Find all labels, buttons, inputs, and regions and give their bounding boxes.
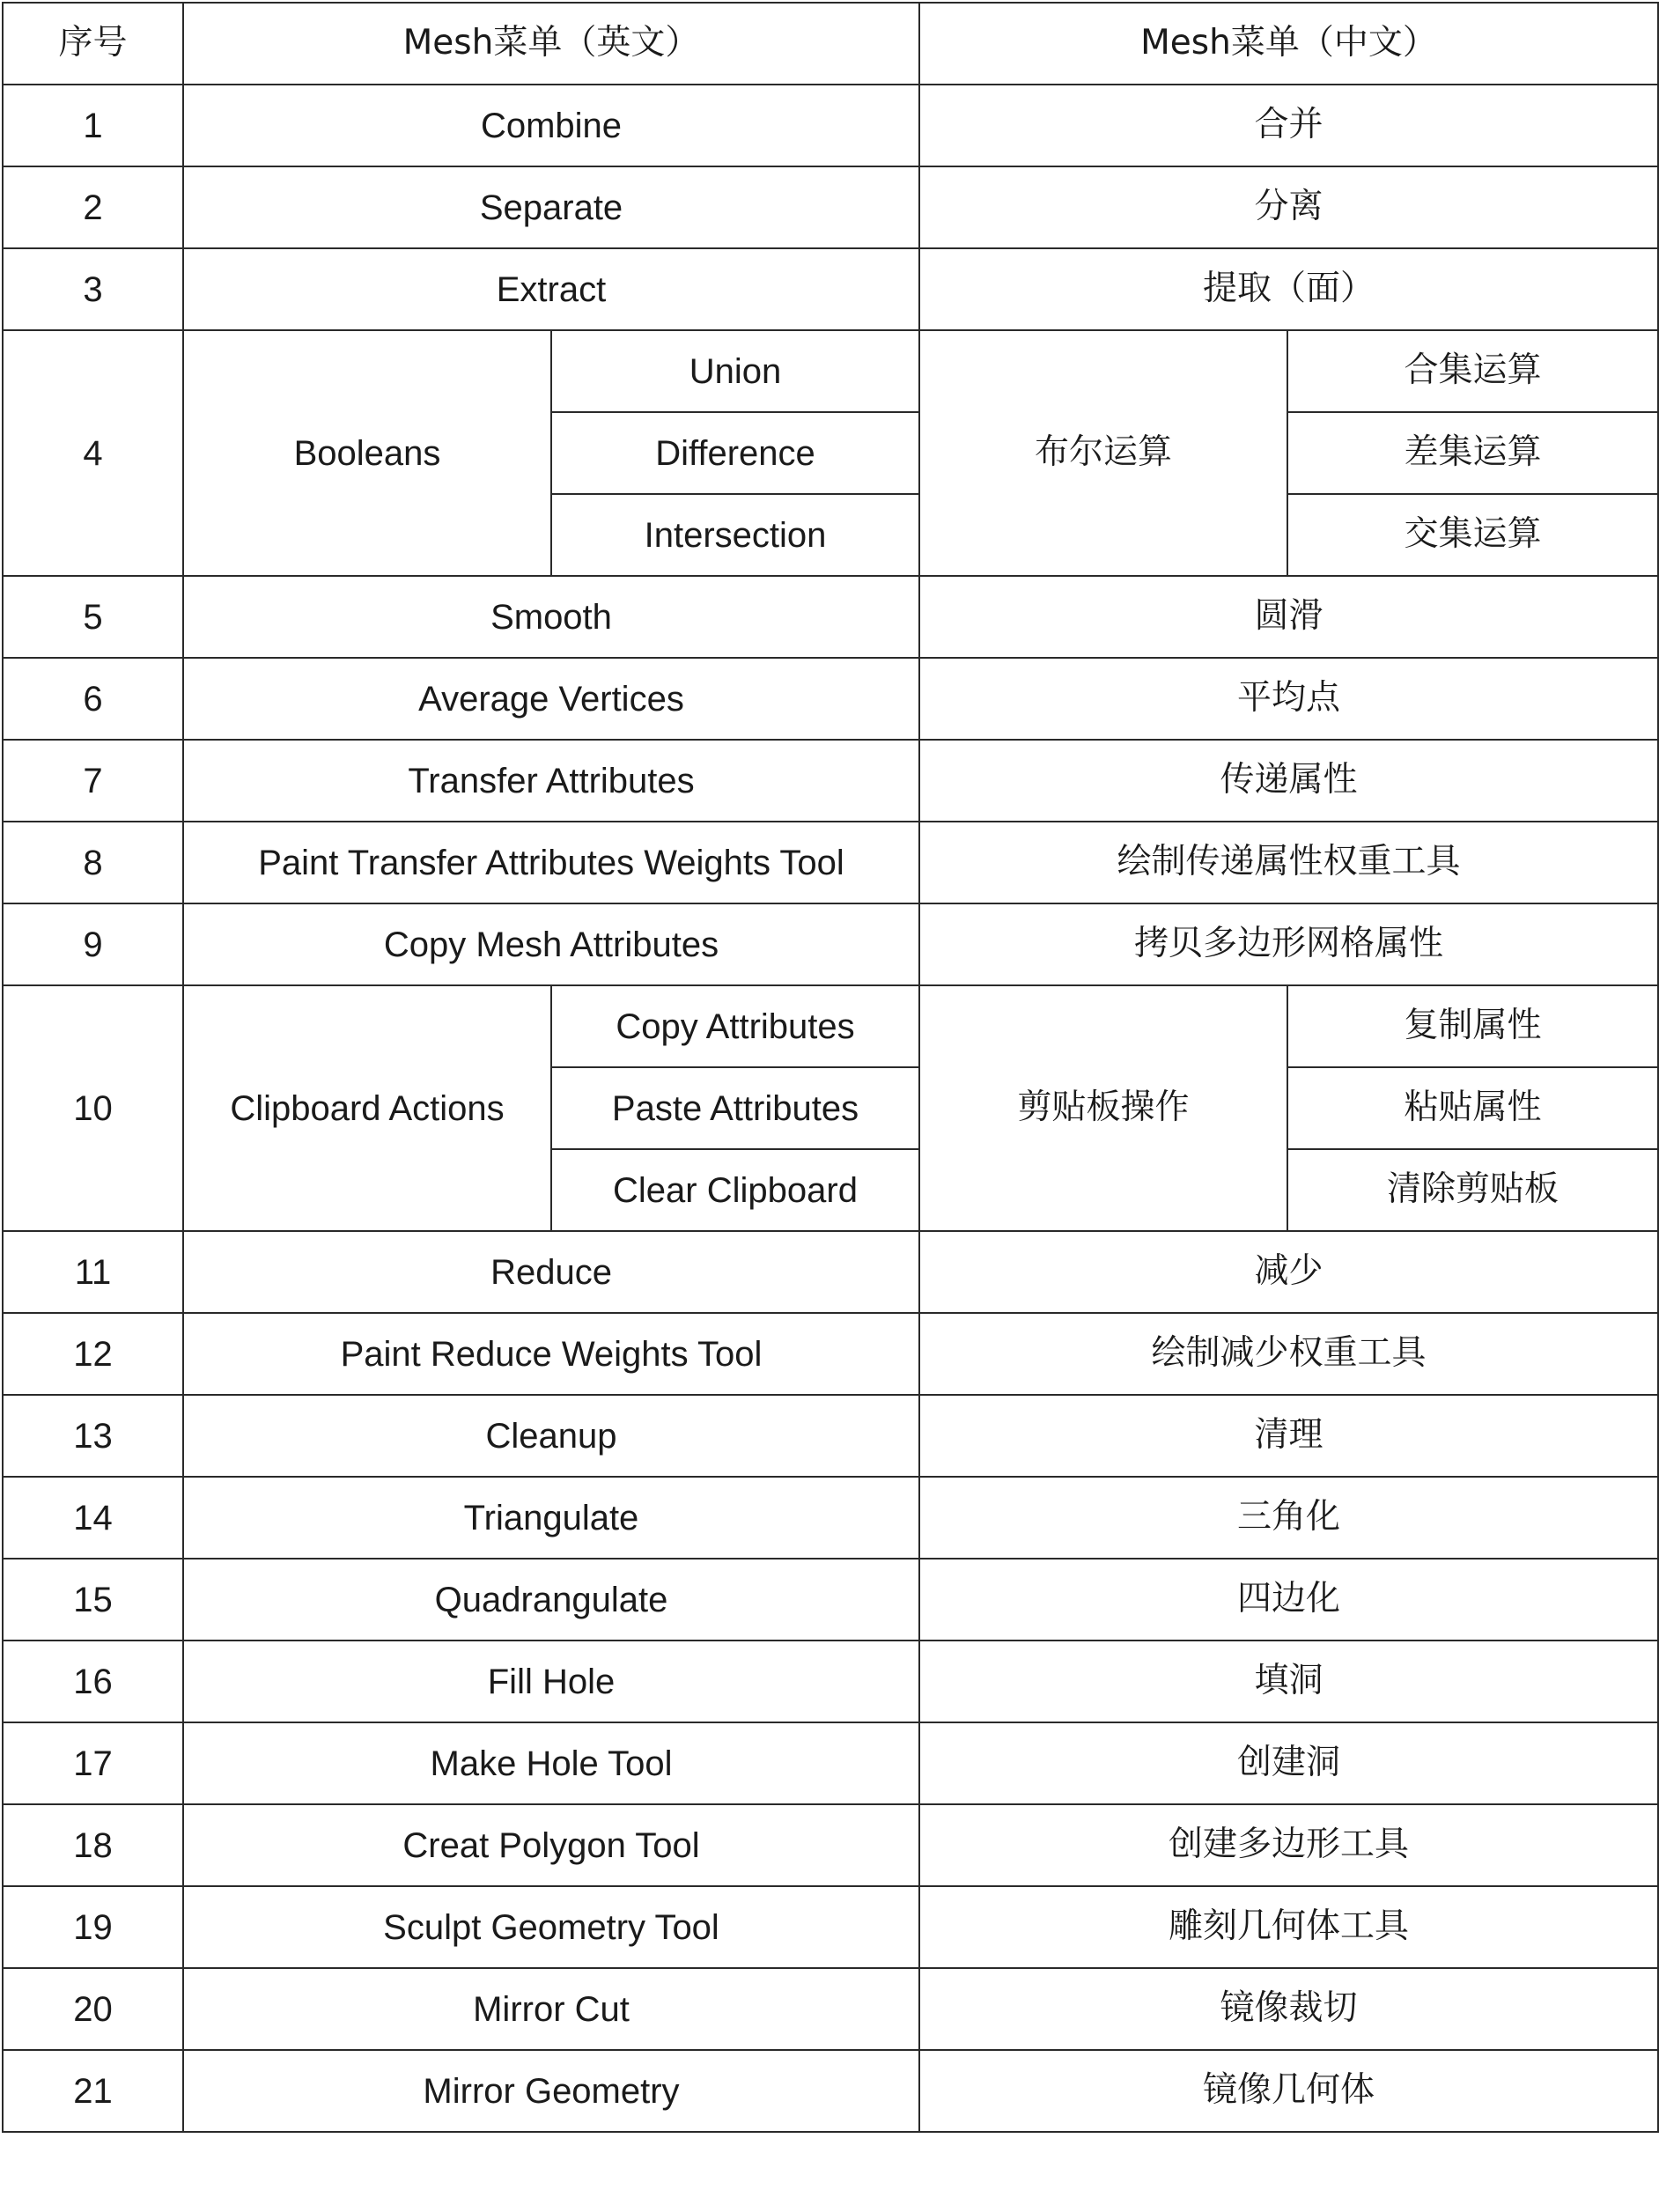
menu-chinese: 三角化 [919,1477,1658,1559]
table-row [3,1886,1658,1968]
menu-chinese: 平均点 [919,658,1658,740]
table-row [3,85,1658,166]
table-row [3,903,1658,985]
menu-english: Separate [183,166,919,248]
menu-chinese: 布尔运算 [919,330,1287,576]
menu-english: Creat Polygon Tool [183,1804,919,1886]
menu-english: Average Vertices [183,658,919,740]
submenu-english: Paste Attributes [551,1067,919,1149]
table-row [3,1231,1658,1313]
submenu-chinese: 合集运算 [1287,330,1658,412]
menu-chinese: 提取（面） [919,248,1658,330]
row-number: 4 [3,330,183,576]
menu-chinese: 镜像几何体 [919,2050,1658,2132]
row-number: 13 [3,1395,183,1477]
menu-chinese: 绘制减少权重工具 [919,1313,1658,1395]
menu-chinese: 四边化 [919,1559,1658,1641]
table-row [3,1313,1658,1395]
row-number: 15 [3,1559,183,1641]
table-row [3,1722,1658,1804]
mesh-table-body [3,3,1658,2132]
table-row [3,1395,1658,1477]
menu-chinese: 创建洞 [919,1722,1658,1804]
menu-english: Mirror Geometry [183,2050,919,2132]
header-chinese: Mesh菜单（中文） [919,3,1658,85]
submenu-english: Intersection [551,494,919,576]
menu-english: Reduce [183,1231,919,1313]
submenu-chinese: 差集运算 [1287,412,1658,494]
table-row [3,576,1658,658]
menu-english: Copy Mesh Attributes [183,903,919,985]
menu-chinese: 圆滑 [919,576,1658,658]
row-number: 17 [3,1722,183,1804]
row-number: 5 [3,576,183,658]
mesh-menu-table [2,2,1659,2133]
menu-english: Transfer Attributes [183,740,919,822]
row-number: 14 [3,1477,183,1559]
row-number: 6 [3,658,183,740]
table-row [3,330,1658,412]
row-number: 10 [3,985,183,1231]
submenu-chinese: 清除剪贴板 [1287,1149,1658,1231]
menu-english: Paint Reduce Weights Tool [183,1313,919,1395]
row-number: 7 [3,740,183,822]
row-number: 19 [3,1886,183,1968]
menu-english: Quadrangulate [183,1559,919,1641]
menu-english: Smooth [183,576,919,658]
row-number: 2 [3,166,183,248]
header-english: Mesh菜单（英文） [183,3,919,85]
row-number: 8 [3,822,183,903]
menu-english: Sculpt Geometry Tool [183,1886,919,1968]
table-row [3,985,1658,1067]
header-row [3,3,1658,85]
menu-chinese: 剪贴板操作 [919,985,1287,1231]
menu-chinese: 填洞 [919,1641,1658,1722]
row-number: 21 [3,2050,183,2132]
menu-chinese: 减少 [919,1231,1658,1313]
submenu-chinese: 复制属性 [1287,985,1658,1067]
menu-english: Fill Hole [183,1641,919,1722]
submenu-chinese: 交集运算 [1287,494,1658,576]
menu-chinese: 合并 [919,85,1658,166]
table-row [3,822,1658,903]
menu-chinese: 分离 [919,166,1658,248]
row-number: 3 [3,248,183,330]
table-row [3,1968,1658,2050]
submenu-english: Clear Clipboard [551,1149,919,1231]
menu-chinese: 创建多边形工具 [919,1804,1658,1886]
table-row [3,1641,1658,1722]
table-row [3,1477,1658,1559]
menu-english: Cleanup [183,1395,919,1477]
menu-chinese: 雕刻几何体工具 [919,1886,1658,1968]
menu-english: Clipboard Actions [183,985,551,1231]
submenu-english: Copy Attributes [551,985,919,1067]
menu-chinese: 传递属性 [919,740,1658,822]
menu-english: Paint Transfer Attributes Weights Tool [183,822,919,903]
row-number: 16 [3,1641,183,1722]
menu-english: Extract [183,248,919,330]
submenu-english: Union [551,330,919,412]
row-number: 12 [3,1313,183,1395]
menu-chinese: 清理 [919,1395,1658,1477]
menu-english: Booleans [183,330,551,576]
submenu-chinese: 粘贴属性 [1287,1067,1658,1149]
menu-english: Make Hole Tool [183,1722,919,1804]
table-row [3,1559,1658,1641]
menu-english: Mirror Cut [183,1968,919,2050]
menu-english: Combine [183,85,919,166]
row-number: 9 [3,903,183,985]
table-row [3,2050,1658,2132]
table-row [3,1804,1658,1886]
table-row [3,248,1658,330]
header-num: 序号 [3,3,183,85]
table-row [3,740,1658,822]
table-row [3,658,1658,740]
menu-chinese: 拷贝多边形网格属性 [919,903,1658,985]
row-number: 11 [3,1231,183,1313]
table-row [3,166,1658,248]
menu-chinese: 绘制传递属性权重工具 [919,822,1658,903]
row-number: 18 [3,1804,183,1886]
row-number: 1 [3,85,183,166]
menu-chinese: 镜像裁切 [919,1968,1658,2050]
row-number: 20 [3,1968,183,2050]
submenu-english: Difference [551,412,919,494]
menu-english: Triangulate [183,1477,919,1559]
